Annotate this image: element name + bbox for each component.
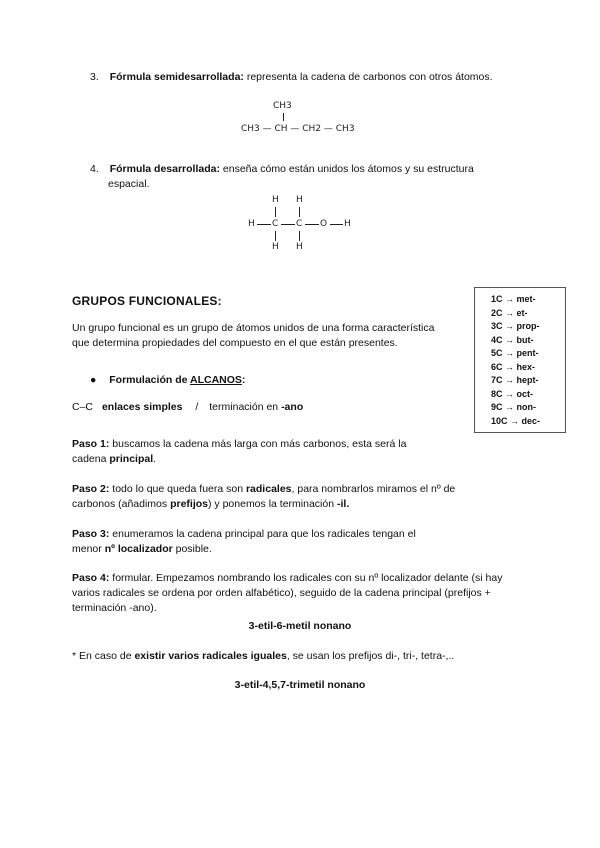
paso-2-prefijos: prefijos bbox=[170, 498, 208, 510]
note-bold: existir varios radicales iguales bbox=[134, 650, 287, 662]
paso-3-label: Paso 3: bbox=[72, 528, 110, 540]
prefix-row: 7C → hept- bbox=[491, 375, 539, 385]
paso-1-line-1 bbox=[72, 437, 406, 452]
prefix-row: 8C → oct- bbox=[491, 388, 534, 399]
example-1: 3-etil-6-metil nonano bbox=[248, 620, 352, 632]
bullet-colon: : bbox=[241, 374, 246, 386]
paso-2-text-b: , para nombrarlos miramos el nº de bbox=[291, 483, 456, 495]
paso-4-line-3: terminación -ano). bbox=[72, 602, 157, 614]
item-3-text: representa la cadena de carbonos con otros átomos. bbox=[243, 71, 493, 83]
bond-cc: C–C bbox=[72, 401, 94, 413]
prefix-row: 6C → hex- bbox=[491, 361, 536, 372]
paso-4-line-1 bbox=[72, 571, 502, 586]
paso-4-line-2: varios radicales se ordena por orden alfabético), seguido de la cadena principal (prefijos + bbox=[72, 587, 491, 599]
bullet-label: Formulación de bbox=[109, 374, 190, 386]
bond-v-2-top bbox=[299, 207, 300, 217]
paso-2-il: -il. bbox=[336, 498, 350, 510]
atom-h-bottom-1: H bbox=[272, 242, 279, 252]
item-3 bbox=[90, 70, 493, 85]
prefix-table bbox=[474, 287, 566, 433]
prefix-row: 4C → but- bbox=[491, 334, 534, 345]
atom-c-2: C bbox=[296, 219, 303, 229]
bond-c-o bbox=[305, 224, 319, 225]
paso-2-text: todo lo que queda fuera son bbox=[109, 483, 246, 495]
bond-simple: enlaces simples bbox=[101, 401, 183, 413]
item-4-text-line2: espacial. bbox=[108, 178, 150, 190]
paso-2-label: Paso 2: bbox=[72, 483, 110, 495]
atom-o: O bbox=[320, 219, 328, 229]
example-2: 3-etil-4,5,7-trimetil nonano bbox=[234, 679, 366, 691]
atom-h-top-1: H bbox=[272, 195, 279, 205]
bond-o-h bbox=[330, 224, 343, 225]
prefix-row: 1C → met- bbox=[491, 294, 536, 304]
prefix-row: 3C → prop- bbox=[491, 321, 540, 331]
paso-1-text2: cadena bbox=[72, 453, 110, 465]
paso-2-line-1 bbox=[72, 482, 455, 497]
bullet-alcanos bbox=[90, 373, 245, 388]
paso-2-l2a: carbonos (añadimos bbox=[72, 498, 171, 510]
intro-line-1: Un grupo funcional es un grupo de átomos unidos de una forma característica bbox=[72, 322, 435, 334]
section-title: GRUPOS FUNCIONALES: bbox=[72, 294, 222, 308]
item-4 bbox=[90, 162, 474, 177]
bond-ano: -ano bbox=[281, 401, 304, 413]
paso-3-l2a: menor bbox=[72, 543, 105, 555]
semi-formula-branch: CH3 bbox=[273, 101, 292, 111]
bond-slash: / bbox=[195, 401, 199, 413]
paso-3-localizador: nº localizador bbox=[104, 543, 173, 555]
paso-1-text: buscamos la cadena más larga con más carbonos, esta será la bbox=[109, 438, 407, 450]
paso-3-l2c: posible. bbox=[172, 543, 212, 555]
paso-4-text: formular. Empezamos nombrando los radicales con su nº localizador delante (si hay bbox=[109, 572, 503, 584]
atom-c-1: C bbox=[272, 219, 279, 229]
atom-h-left: H bbox=[248, 219, 255, 229]
paso-3-text: enumeramos la cadena principal para que los radicales tengan el bbox=[109, 528, 416, 540]
item-4-number: 4. bbox=[90, 163, 99, 175]
bond-v-1-top bbox=[275, 207, 276, 217]
item-3-number: 3. bbox=[90, 71, 99, 83]
bond-v-2-bottom bbox=[299, 231, 300, 241]
paso-2-l2c: ) y ponemos la terminación bbox=[208, 498, 337, 510]
note bbox=[72, 649, 454, 664]
paso-1-label: Paso 1: bbox=[72, 438, 110, 450]
intro-line-2: que determina propiedades del compuesto en el que están presentes. bbox=[72, 337, 398, 349]
prefix-row: 5C → pent- bbox=[491, 348, 539, 358]
item-4-text: enseña cómo están unidos los átomos y su estructura bbox=[219, 163, 474, 175]
paso-1-line-2 bbox=[72, 452, 156, 467]
bond-v-1-bottom bbox=[275, 231, 276, 241]
note-post: , se usan los prefijos di-, tri-, tetra-,.. bbox=[286, 650, 455, 662]
note-pre: * En caso de bbox=[72, 650, 135, 662]
bond-c-c bbox=[281, 224, 295, 225]
semi-formula-bond bbox=[283, 113, 284, 121]
atom-h-bottom-2: H bbox=[296, 242, 303, 252]
atom-h-right: H bbox=[344, 219, 351, 229]
bullet-alcanos-word: ALCANOS bbox=[189, 374, 242, 386]
bullet-dot: ● bbox=[90, 374, 97, 386]
paso-1-end: . bbox=[153, 453, 157, 465]
paso-2-line-2 bbox=[72, 497, 349, 512]
bond-h-left bbox=[257, 224, 271, 225]
prefix-row: 2C → et- bbox=[491, 307, 528, 318]
bond-term: terminación en bbox=[209, 401, 282, 413]
semi-formula-chain: CH3 — CH — CH2 — CH3 bbox=[241, 124, 355, 134]
paso-3-line-2 bbox=[72, 542, 212, 557]
prefix-row: 9C → non- bbox=[491, 402, 536, 412]
paso-3-line-1 bbox=[72, 527, 416, 542]
bond-line bbox=[72, 400, 303, 415]
item-3-title: Fórmula semidesarrollada: bbox=[109, 71, 244, 83]
prefix-row: 10C → dec- bbox=[491, 415, 541, 426]
paso-4-label: Paso 4: bbox=[72, 572, 110, 584]
item-4-title: Fórmula desarrollada: bbox=[109, 163, 220, 175]
paso-1-principal: principal bbox=[109, 453, 154, 465]
paso-2-radicales: radicales bbox=[245, 483, 292, 495]
atom-h-top-2: H bbox=[296, 195, 303, 205]
